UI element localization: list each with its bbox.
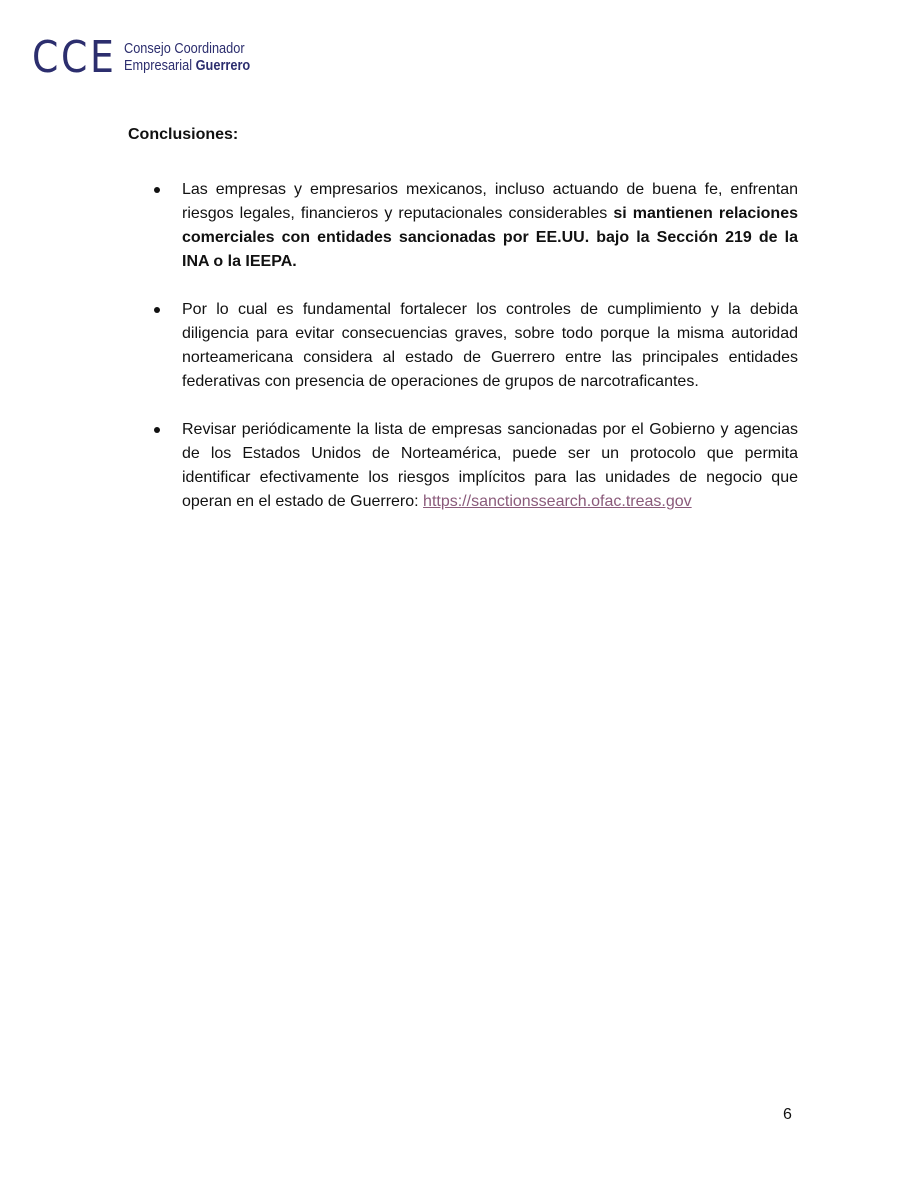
- organization-name: [124, 41, 250, 75]
- section-title: Conclusiones:: [128, 126, 239, 143]
- list-item-text: Por lo cual es fundamental fortalecer los controles de cumplimiento y la debida diligencia para evitar consecuencias graves, sobre todo porque la misma autoridad norteamericana considera al estado de Guerrero entre las principales entidades federativas con presencia de operaciones de grupos de narcotraficantes.: [182, 301, 798, 390]
- sanctions-search-link[interactable]: https://sanctionssearch.ofac.treas.gov: [423, 493, 692, 510]
- list-item: [150, 418, 798, 514]
- list-item-text: Las empresas y empresarios mexicanos, incluso actuando de buena fe, enfrentan riesgos legales, financieros y reputacionales considerables: [182, 181, 798, 222]
- list-item: [150, 298, 798, 394]
- bullet-icon: [154, 427, 160, 433]
- page-number: 6: [783, 1106, 792, 1123]
- list-item-text: Revisar periódicamente la lista de empresas sancionadas por el Gobierno y agencias de los Estados Unidos de Norteamérica, puede ser un protocolo que permita identificar efectivamente los riesgos implícitos para las unidades de negocio que operan en el estado de Guerrero:: [182, 421, 798, 510]
- conclusions-list: [150, 178, 798, 538]
- organization-name-line1: Consejo Coordinador: [124, 41, 245, 57]
- logo-mark: CCE: [32, 32, 117, 83]
- organization-name-line2-bold: Guerrero: [195, 58, 251, 74]
- bullet-icon: [154, 307, 160, 313]
- list-item: [150, 178, 798, 274]
- organization-name-line2: [124, 58, 250, 75]
- cce-logo: [32, 32, 267, 83]
- list-item-text-bold: si mantienen relaciones comerciales con entidades sancionadas por EE.UU. bajo la Sección 219 de la INA o la IEEPA.: [182, 205, 799, 270]
- organization-name-line2-regular: Empresarial: [124, 58, 196, 74]
- bullet-icon: [154, 187, 160, 193]
